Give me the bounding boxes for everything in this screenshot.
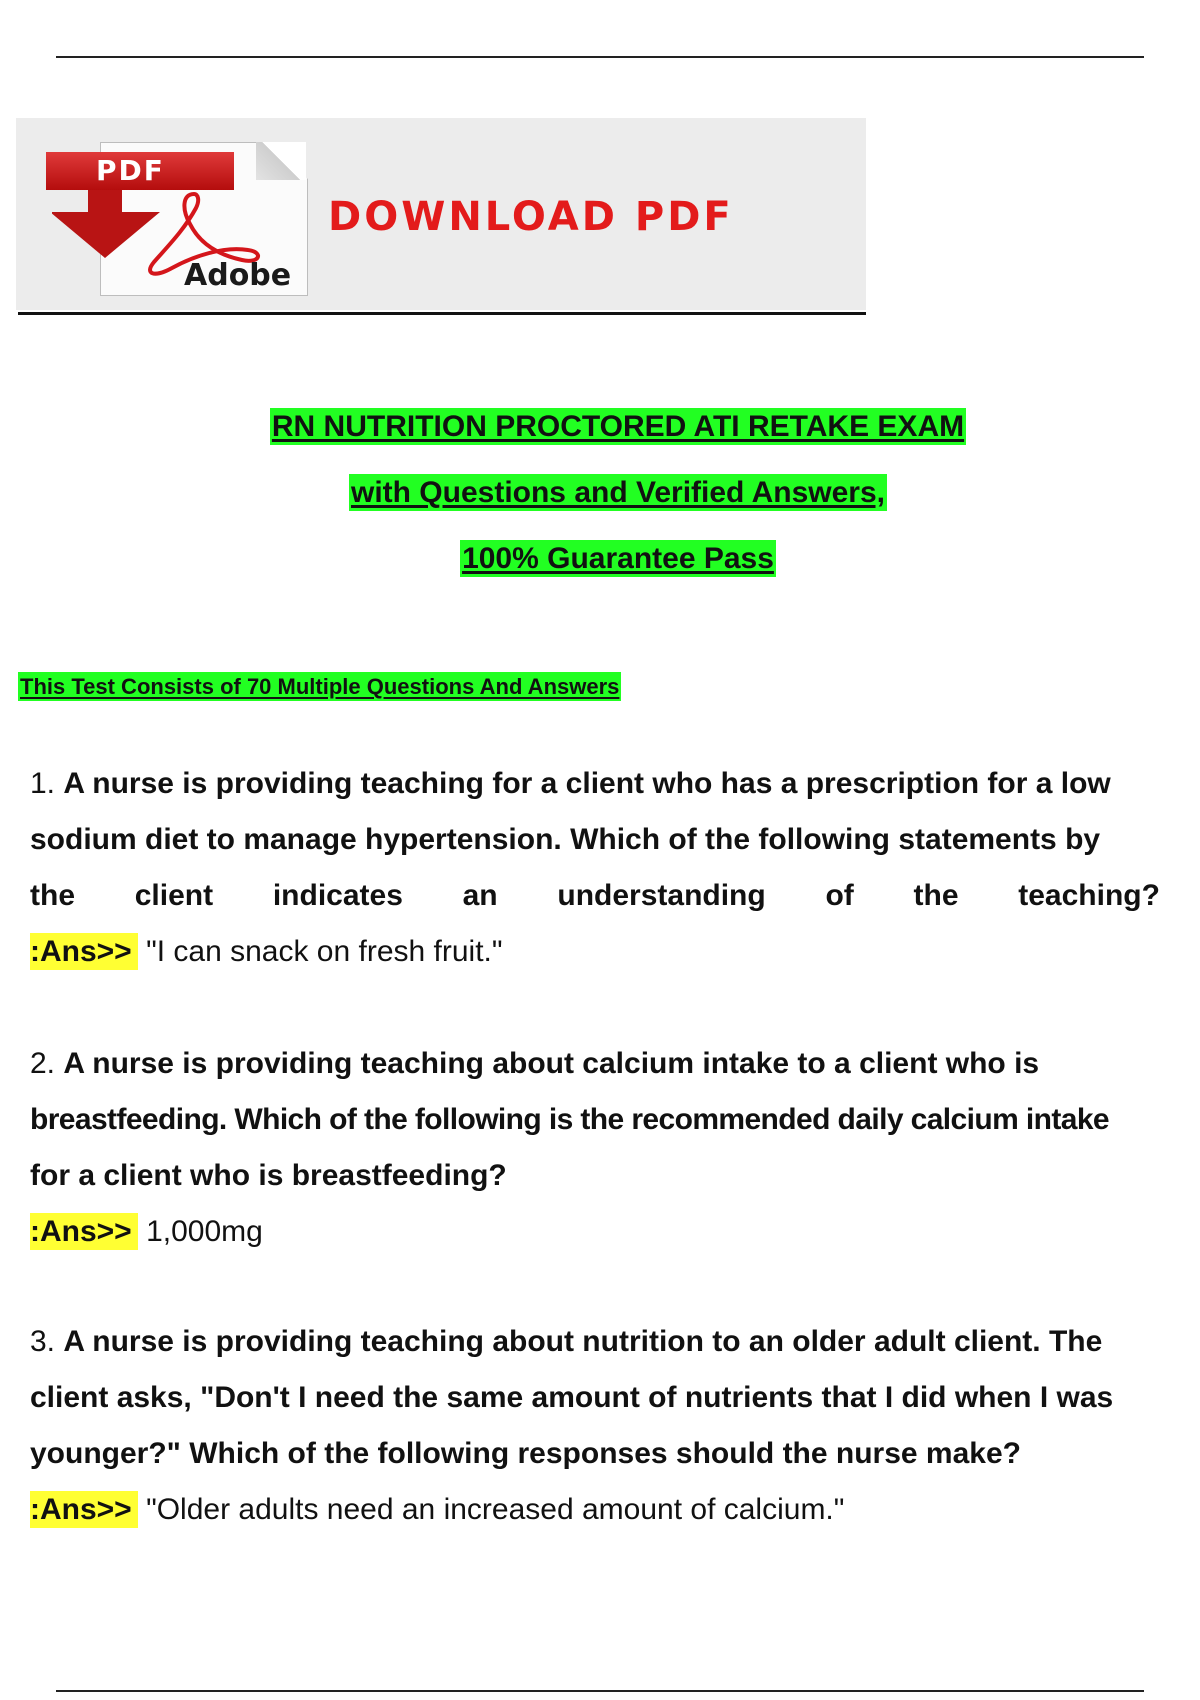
question-3-line-3: younger?" Which of the following responses should the nurse make?	[30, 1437, 1021, 1470]
question-text: A nurse is providing teaching about nutrition to an older adult client. The	[63, 1325, 1103, 1358]
answer-text: "I can snack on fresh fruit."	[146, 935, 503, 968]
answer-row	[30, 1482, 1190, 1538]
guarantee-text: 100% Guarantee Pass	[462, 542, 774, 575]
answer-text: 1,000mg	[146, 1215, 263, 1248]
question-2-line-1	[30, 1036, 1190, 1092]
question-word: the	[913, 879, 959, 912]
question-word: of	[825, 879, 854, 912]
question-2-line-3: for a client who is breastfeeding?	[30, 1159, 507, 1192]
test-info	[18, 674, 621, 700]
answer-tag: :Ans>>	[30, 933, 138, 970]
footer-rule	[56, 1690, 1144, 1692]
question-word: indicates	[272, 879, 403, 912]
question-number: 2.	[30, 1047, 56, 1080]
question-word: an	[462, 879, 498, 912]
page-fold-icon	[256, 142, 306, 180]
title-line-3	[0, 542, 1200, 576]
question-1	[30, 756, 1190, 980]
question-1-line-2: sodium diet to manage hypertension. Which of the following statements by	[30, 823, 1101, 856]
answer-row	[30, 1204, 1190, 1260]
answer-tag: :Ans>>	[30, 1213, 138, 1250]
answer-row	[30, 924, 1190, 980]
pdf-tag	[46, 152, 234, 190]
question-text: A nurse is providing teaching about calcium intake to a client who is	[63, 1047, 1040, 1080]
question-1-line-1	[30, 756, 1190, 812]
exam-title: RN NUTRITION PROCTORED ATI RETAKE EXAM	[271, 410, 965, 443]
question-3	[30, 1314, 1190, 1538]
title-line-1	[0, 410, 1200, 444]
question-word: the	[30, 879, 75, 912]
download-pdf-text[interactable]: DOWNLOAD PDF	[328, 194, 734, 240]
question-2	[30, 1036, 1190, 1260]
test-info-text: This Test Consists of 70 Multiple Questions And Answers	[20, 674, 620, 699]
banner-underline	[18, 312, 866, 315]
question-word: teaching?	[1018, 879, 1160, 912]
question-word: client	[134, 879, 214, 912]
question-number: 3.	[30, 1325, 56, 1358]
adobe-label: Adobe	[184, 258, 292, 293]
answer-text: "Older adults need an increased amount of calcium."	[146, 1493, 845, 1526]
pdf-tag-label: PDF	[96, 154, 165, 187]
exam-subtitle: with Questions and Verified Answers,	[350, 476, 885, 509]
download-arrow-icon	[52, 190, 172, 260]
question-number: 1.	[30, 767, 56, 800]
question-2-line-2: breastfeeding. Which of the following is the recommended daily calcium intake	[30, 1103, 1110, 1136]
question-1-line-3	[30, 868, 1160, 924]
question-word: understanding	[557, 879, 766, 912]
answer-tag: :Ans>>	[30, 1491, 138, 1528]
header-rule	[56, 56, 1144, 58]
question-3-line-2: client asks, "Don't I need the same amount of nutrients that I did when I was	[30, 1381, 1114, 1414]
question-3-line-1	[30, 1314, 1190, 1370]
title-line-2	[0, 476, 1200, 510]
question-text: A nurse is providing teaching for a client who has a prescription for a low	[63, 767, 1111, 800]
